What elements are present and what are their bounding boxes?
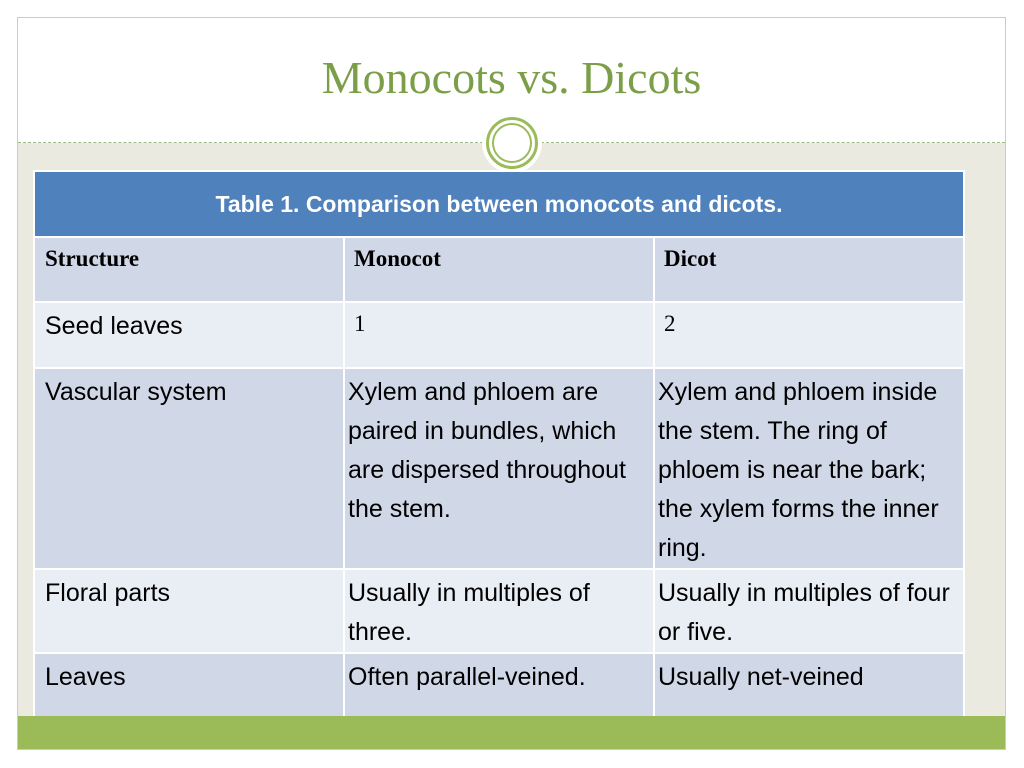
column-header-structure: Structure — [34, 237, 344, 302]
column-header-dicot: Dicot — [654, 237, 964, 302]
cell-monocot-floral-parts: Usually in multiples of three. — [344, 569, 654, 653]
cell-monocot-vascular-system: Xylem and phloem are paired in bundles, which are dispersed throughout the stem. — [344, 368, 654, 569]
cell-monocot-leaves: Often parallel-veined. — [344, 653, 654, 719]
cell-dicot-seed-leaves: 2 — [654, 302, 964, 368]
cell-dicot-leaves: Usually net-veined — [654, 653, 964, 719]
circle-ornament-inner-icon — [492, 123, 532, 163]
row-label-seed-leaves: Seed leaves — [34, 302, 344, 368]
table-header-row — [34, 237, 964, 302]
table-row — [34, 302, 964, 368]
table-row — [34, 653, 964, 719]
row-label-floral-parts: Floral parts — [34, 569, 344, 653]
row-label-vascular-system: Vascular system — [34, 368, 344, 569]
cell-dicot-floral-parts: Usually in multiples of four or five. — [654, 569, 964, 653]
title-divider-left — [18, 142, 483, 143]
footer-band — [18, 716, 1005, 749]
table-row — [34, 368, 964, 569]
cell-dicot-vascular-system: Xylem and phloem inside the stem. The ring of phloem is near the bark; the xylem forms the inner ring. — [654, 368, 964, 569]
comparison-table — [33, 170, 965, 718]
title-divider-right — [541, 142, 1005, 143]
table-row — [34, 569, 964, 653]
column-header-monocot: Monocot — [344, 237, 654, 302]
cell-monocot-seed-leaves: 1 — [344, 302, 654, 368]
row-label-leaves: Leaves — [34, 653, 344, 719]
slide-title: Monocots vs. Dicots — [321, 52, 702, 103]
table-caption: Table 1. Comparison between monocots and dicots. — [34, 171, 964, 237]
